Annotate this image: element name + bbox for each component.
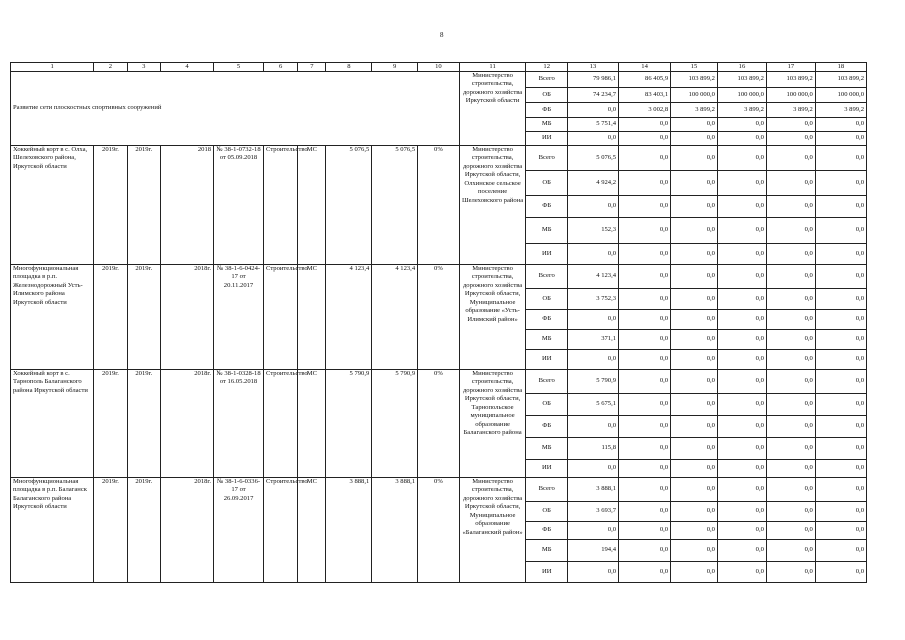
readiness-percent: 0%	[418, 478, 460, 583]
amount-cell: 0,0	[815, 330, 866, 350]
amount-cell: 0,0	[568, 350, 619, 370]
summary-row	[11, 72, 867, 88]
amount-cell: 0,0	[619, 218, 671, 244]
amount-cell: 0,0	[671, 330, 718, 350]
agency-cell: Министерство строительства, дорожного хозяйства Иркутской области	[459, 72, 526, 146]
amount-cell: 0,0	[619, 370, 671, 394]
amount-cell: 0,0	[671, 289, 718, 310]
funding-source: ОБ	[526, 88, 568, 103]
amount-cell: 0,0	[619, 289, 671, 310]
amount-cell: 0,0	[815, 146, 866, 171]
amount-cell: 0,0	[671, 171, 718, 196]
amount-cell: 0,0	[671, 118, 718, 132]
amount-cell: 4 924,2	[568, 171, 619, 196]
amount-cell: 0,0	[619, 350, 671, 370]
amount-cell: 0,0	[671, 350, 718, 370]
amount-cell: 83 403,1	[619, 88, 671, 103]
column-number: 3	[127, 63, 160, 72]
funding-source: ИИ	[526, 132, 568, 146]
investment-program-table	[10, 62, 867, 583]
amount-cell: 3 752,3	[568, 289, 619, 310]
amount-cell: 0,0	[717, 330, 766, 350]
column-number: 2	[94, 63, 127, 72]
amount-cell: 0,0	[815, 118, 866, 132]
column-number: 6	[264, 63, 298, 72]
amount-cell: 0,0	[568, 310, 619, 330]
amount-cell: 0,0	[671, 502, 718, 522]
amount-cell: 0,0	[671, 394, 718, 416]
amount-cell: 0,0	[619, 562, 671, 583]
amount-cell: 0,0	[717, 289, 766, 310]
amount-cell: 0,0	[766, 196, 815, 218]
amount-cell: 0,0	[717, 265, 766, 289]
agency-cell: Министерство строительства, дорожного хозяйства Иркутской области, Муниципальное образование «Балаганский район»	[459, 478, 526, 583]
amount-cell: 103 899,2	[671, 72, 718, 88]
amount-cell: 0,0	[568, 196, 619, 218]
unit: МС	[298, 146, 326, 265]
amount-cell: 0,0	[766, 218, 815, 244]
amount-cell: 0,0	[815, 438, 866, 460]
amount-cell: 0,0	[815, 416, 866, 438]
amount-cell: 0,0	[568, 460, 619, 478]
amount-cell: 0,0	[717, 171, 766, 196]
amount-cell: 0,0	[717, 146, 766, 171]
funding-source: Всего	[526, 478, 568, 502]
estimated-cost: 3 888,1	[326, 478, 372, 583]
amount-cell: 0,0	[671, 196, 718, 218]
column-number: 8	[326, 63, 372, 72]
amount-cell: 0,0	[717, 522, 766, 540]
amount-cell: 0,0	[815, 218, 866, 244]
amount-cell: 0,0	[766, 502, 815, 522]
amount-cell: 0,0	[766, 244, 815, 265]
amount-cell: 0,0	[671, 132, 718, 146]
amount-cell: 0,0	[766, 310, 815, 330]
amount-cell: 0,0	[619, 244, 671, 265]
amount-cell: 100 000,0	[815, 88, 866, 103]
project-name: Хоккейный корт в с. Тарнополь Балаганского района Иркутской области	[11, 370, 94, 478]
amount-cell: 0,0	[671, 265, 718, 289]
funding-source: ОБ	[526, 394, 568, 416]
work-type: Строительство	[264, 478, 298, 583]
amount-cell: 100 000,0	[671, 88, 718, 103]
amount-cell: 115,8	[568, 438, 619, 460]
funding-source: МБ	[526, 540, 568, 562]
amount-cell: 0,0	[671, 460, 718, 478]
amount-cell: 0,0	[619, 522, 671, 540]
amount-cell: 0,0	[766, 171, 815, 196]
amount-cell: 0,0	[671, 370, 718, 394]
column-number: 5	[214, 63, 264, 72]
amount-cell: 5 076,5	[568, 146, 619, 171]
funding-source: МБ	[526, 330, 568, 350]
funding-source: Всего	[526, 146, 568, 171]
amount-cell: 0,0	[766, 146, 815, 171]
funding-source: ИИ	[526, 562, 568, 583]
column-number: 4	[160, 63, 213, 72]
funding-source: ФБ	[526, 196, 568, 218]
amount-cell: 0,0	[619, 196, 671, 218]
amount-cell: 0,0	[619, 394, 671, 416]
amount-cell: 0,0	[619, 171, 671, 196]
estimated-cost: 5 076,5	[326, 146, 372, 265]
work-type: Строительство	[264, 370, 298, 478]
column-number: 11	[459, 63, 526, 72]
funding-source: Всего	[526, 72, 568, 88]
amount-cell: 0,0	[568, 244, 619, 265]
amount-cell: 5 675,1	[568, 394, 619, 416]
amount-cell: 0,0	[717, 416, 766, 438]
amount-cell: 3 888,1	[568, 478, 619, 502]
amount-cell: 5 790,9	[568, 370, 619, 394]
amount-cell: 0,0	[766, 132, 815, 146]
amount-cell: 0,0	[717, 460, 766, 478]
amount-cell: 0,0	[766, 562, 815, 583]
column-number: 12	[526, 63, 568, 72]
readiness-percent: 0%	[418, 265, 460, 370]
amount-cell: 0,0	[766, 118, 815, 132]
amount-cell: 0,0	[619, 265, 671, 289]
amount-cell: 0,0	[815, 132, 866, 146]
amount-cell: 103 899,2	[815, 72, 866, 88]
amount-cell: 0,0	[619, 118, 671, 132]
funding-source: ОБ	[526, 289, 568, 310]
amount-cell: 0,0	[717, 438, 766, 460]
amount-cell: 0,0	[717, 310, 766, 330]
project-name: Многофункциональная площадка в р.п. Железнодорожный Усть-Илимского района Иркутской области	[11, 265, 94, 370]
amount-cell: 0,0	[766, 478, 815, 502]
remaining-cost: 3 888,1	[372, 478, 418, 583]
funding-source: ОБ	[526, 171, 568, 196]
amount-cell: 0,0	[717, 350, 766, 370]
column-number: 13	[568, 63, 619, 72]
amount-cell: 3 002,8	[619, 103, 671, 118]
amount-cell: 86 405,9	[619, 72, 671, 88]
amount-cell: 0,0	[815, 171, 866, 196]
amount-cell: 0,0	[717, 196, 766, 218]
amount-cell: 0,0	[815, 478, 866, 502]
remaining-cost: 4 123,4	[372, 265, 418, 370]
amount-cell: 0,0	[619, 330, 671, 350]
amount-cell: 3 899,2	[815, 103, 866, 118]
funding-source: ИИ	[526, 244, 568, 265]
amount-cell: 0,0	[815, 460, 866, 478]
amount-cell: 0,0	[766, 416, 815, 438]
amount-cell: 371,1	[568, 330, 619, 350]
funding-source: ИИ	[526, 460, 568, 478]
amount-cell: 100 000,0	[766, 88, 815, 103]
project-name: Многофункциональная площадка в р.п. Балаганск Балаганского района Иркутской области	[11, 478, 94, 583]
funding-source: Всего	[526, 370, 568, 394]
amount-cell: 0,0	[815, 540, 866, 562]
amount-cell: 0,0	[568, 132, 619, 146]
amount-cell: 0,0	[717, 394, 766, 416]
amount-cell: 0,0	[671, 218, 718, 244]
amount-cell: 0,0	[619, 438, 671, 460]
funding-source: ФБ	[526, 522, 568, 540]
column-number: 9	[372, 63, 418, 72]
amount-cell: 0,0	[766, 330, 815, 350]
funding-source: Всего	[526, 265, 568, 289]
amount-cell: 0,0	[568, 522, 619, 540]
expertise-number: № 38-1-0732-18 от 05.09.2018	[214, 146, 264, 265]
amount-cell: 0,0	[717, 244, 766, 265]
amount-cell: 0,0	[671, 478, 718, 502]
amount-cell: 0,0	[568, 103, 619, 118]
readiness-percent: 0%	[418, 146, 460, 265]
unit: МС	[298, 478, 326, 583]
amount-cell: 3 899,2	[766, 103, 815, 118]
amount-cell: 79 986,1	[568, 72, 619, 88]
unit: МС	[298, 370, 326, 478]
start-year: 2019г.	[94, 370, 127, 478]
column-number: 16	[717, 63, 766, 72]
work-type: Строительство	[264, 265, 298, 370]
column-number: 7	[298, 63, 326, 72]
amount-cell: 0,0	[815, 370, 866, 394]
amount-cell: 0,0	[619, 132, 671, 146]
start-year: 2019г.	[94, 146, 127, 265]
amount-cell: 0,0	[815, 265, 866, 289]
amount-cell: 0,0	[766, 265, 815, 289]
project-row	[11, 265, 867, 289]
column-number: 10	[418, 63, 460, 72]
amount-cell: 0,0	[671, 562, 718, 583]
funding-source: ИИ	[526, 350, 568, 370]
amount-cell: 0,0	[619, 502, 671, 522]
page-number: 8	[440, 31, 444, 39]
estimated-cost: 5 790,9	[326, 370, 372, 478]
amount-cell: 0,0	[717, 562, 766, 583]
amount-cell: 3 899,2	[671, 103, 718, 118]
amount-cell: 0,0	[815, 244, 866, 265]
project-row	[11, 370, 867, 394]
end-year: 2019г.	[127, 478, 160, 583]
amount-cell: 0,0	[671, 540, 718, 562]
amount-cell: 0,0	[766, 370, 815, 394]
work-type: Строительство	[264, 146, 298, 265]
start-year: 2019г.	[94, 265, 127, 370]
funding-source: МБ	[526, 118, 568, 132]
funding-source: ФБ	[526, 103, 568, 118]
funding-source: ФБ	[526, 416, 568, 438]
amount-cell: 0,0	[619, 416, 671, 438]
amount-cell: 0,0	[815, 289, 866, 310]
design-year: 2018г.	[160, 265, 213, 370]
amount-cell: 152,3	[568, 218, 619, 244]
design-year: 2018	[160, 146, 213, 265]
funding-source: ФБ	[526, 310, 568, 330]
amount-cell: 0,0	[766, 522, 815, 540]
amount-cell: 0,0	[815, 522, 866, 540]
amount-cell: 0,0	[717, 478, 766, 502]
amount-cell: 3 899,2	[717, 103, 766, 118]
project-name: Хоккейный корт в с. Олха, Шелеховского района, Иркутской области	[11, 146, 94, 265]
estimated-cost: 4 123,4	[326, 265, 372, 370]
amount-cell: 0,0	[717, 132, 766, 146]
amount-cell: 0,0	[671, 146, 718, 171]
project-row	[11, 478, 867, 502]
amount-cell: 0,0	[815, 394, 866, 416]
agency-cell: Министерство строительства, дорожного хозяйства Иркутской области, Олхинское сельское поселение Шелеховского района	[459, 146, 526, 265]
amount-cell: 0,0	[671, 416, 718, 438]
expertise-number: № 38-1-0328-18 от 16.05.2018	[214, 370, 264, 478]
amount-cell: 0,0	[766, 460, 815, 478]
project-row	[11, 146, 867, 171]
amount-cell: 5 751,4	[568, 118, 619, 132]
amount-cell: 0,0	[717, 218, 766, 244]
amount-cell: 0,0	[671, 310, 718, 330]
column-number: 17	[766, 63, 815, 72]
amount-cell: 0,0	[815, 350, 866, 370]
amount-cell: 0,0	[815, 196, 866, 218]
amount-cell: 0,0	[671, 522, 718, 540]
expertise-number: № 38-1-6-0424-17 от 20.11.2017	[214, 265, 264, 370]
amount-cell: 0,0	[815, 562, 866, 583]
amount-cell: 0,0	[766, 438, 815, 460]
amount-cell: 74 234,7	[568, 88, 619, 103]
amount-cell: 0,0	[766, 540, 815, 562]
funding-source: ОБ	[526, 502, 568, 522]
amount-cell: 4 123,4	[568, 265, 619, 289]
amount-cell: 0,0	[766, 289, 815, 310]
design-year: 2018г.	[160, 478, 213, 583]
expertise-number: № 38-1-6-0336-17 от 26.09.2017	[214, 478, 264, 583]
amount-cell: 0,0	[671, 244, 718, 265]
column-number: 14	[619, 63, 671, 72]
amount-cell: 0,0	[717, 118, 766, 132]
column-number-row	[11, 63, 867, 72]
remaining-cost: 5 076,5	[372, 146, 418, 265]
agency-cell: Министерство строительства, дорожного хозяйства Иркутской области, Тарнопольское муниципальное образование Балаганского района	[459, 370, 526, 478]
amount-cell: 0,0	[619, 478, 671, 502]
remaining-cost: 5 790,9	[372, 370, 418, 478]
agency-cell: Министерство строительства, дорожного хозяйства Иркутской области, Муниципальное образование «Усть-Илимский район»	[459, 265, 526, 370]
end-year: 2019г.	[127, 265, 160, 370]
end-year: 2019г.	[127, 370, 160, 478]
column-number: 15	[671, 63, 718, 72]
amount-cell: 3 693,7	[568, 502, 619, 522]
amount-cell: 0,0	[568, 416, 619, 438]
design-year: 2018г.	[160, 370, 213, 478]
column-number: 18	[815, 63, 866, 72]
amount-cell: 0,0	[717, 502, 766, 522]
amount-cell: 0,0	[766, 350, 815, 370]
amount-cell: 0,0	[619, 146, 671, 171]
readiness-percent: 0%	[418, 370, 460, 478]
program-title: Развитие сети плоскостных спортивных сооружений	[11, 72, 460, 146]
amount-cell: 103 899,2	[717, 72, 766, 88]
funding-source: МБ	[526, 438, 568, 460]
column-number: 1	[11, 63, 94, 72]
amount-cell: 100 000,0	[717, 88, 766, 103]
amount-cell: 0,0	[766, 394, 815, 416]
amount-cell: 103 899,2	[766, 72, 815, 88]
end-year: 2019г.	[127, 146, 160, 265]
amount-cell: 0,0	[568, 562, 619, 583]
unit: МС	[298, 265, 326, 370]
funding-source: МБ	[526, 218, 568, 244]
amount-cell: 0,0	[671, 438, 718, 460]
amount-cell: 0,0	[619, 540, 671, 562]
amount-cell: 0,0	[619, 310, 671, 330]
amount-cell: 0,0	[815, 310, 866, 330]
amount-cell: 0,0	[815, 502, 866, 522]
amount-cell: 0,0	[717, 540, 766, 562]
amount-cell: 0,0	[619, 460, 671, 478]
amount-cell: 194,4	[568, 540, 619, 562]
start-year: 2019г.	[94, 478, 127, 583]
amount-cell: 0,0	[717, 370, 766, 394]
